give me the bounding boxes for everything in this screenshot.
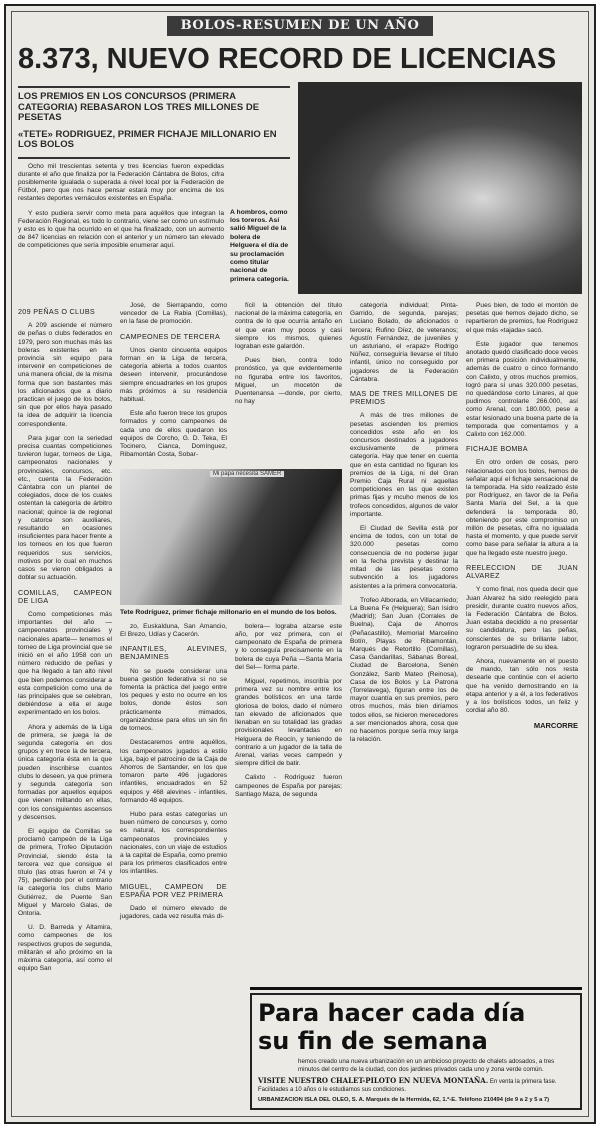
paragraph: Pues bien, contra todo pronóstico, ya que evidentemente no figuraba entre los favoritos, Miguel, un mocetón de Puentenansa —donde, por cierto, no hay — [235, 357, 342, 406]
paragraph: Ahora, nuevamente en el puesto de mando, tan sólo nos resta desearle que continúe con el acierto que ha venido demostrando en la etapa anterior y a él, a los federativos y a los bolísticos todos, un feliz y cordial año 80. — [466, 657, 578, 715]
ad-headline-1: Para hacer cada día — [258, 999, 526, 1028]
paragraph: Pues bien, de todo el montón de pesetas que hemos dejado dicho, se repartieron de premios, fue Rodríguez el que más «tajada» sacó. — [466, 302, 578, 334]
paragraph: A más de tres millones de pesetas ascienden los premios concedidos este año en los concursos destinados a jugadores exclusivamente de primera categoría. Hay que tener en cuenta que en esta cantidad no figuran los premios de la Liga, ni del Gran Premio Caja Rural ni aquellas competiciones en las que existen primas fijas y mcuho menos de los trofeos concedidos, algunos de valor importante. — [350, 412, 458, 518]
paragraph: Destacaremos entre aquéllos, los campeonatos jugados a estilo Liga, bajo el patrocinio de la Caja de Ahorros de Santander, en los que tomaron parte 496 jugadores infantiles, encuadrados en 52 equipos y 468 alevines - infantiles, formando 48 equipos. — [120, 739, 227, 804]
ad-visit-tail: En venta la primera fase. Facilidades a 10 años o le estudiamos sus condiciones. — [258, 1079, 557, 1094]
paragraph: bolera— lograba alzarse este año, por vez primera, con el campeonato de España de primera y lo conseguía precisamente en la bolera de cuya Peña —Santa María del Sel— forma parte. — [235, 622, 342, 671]
section-heading: MAS DE TRES MILLONES DE PREMIOS — [350, 389, 458, 407]
subhead-2: «TETE» RODRIGUEZ, PRIMER FICHAJE MILLONARIO EN LOS BOLOS — [18, 128, 277, 150]
intro-text — [18, 163, 224, 257]
ad-visit — [258, 1077, 574, 1094]
paragraph: Para jugar con la seriedad precisa cuantas competiciones tuvieron lugar, torneos de Liga, campeonatos nacionales y provinciales, concursos, etc. etc., cuenta la Federación Cántabra con un plantel de colegiados, doce de los cuales ostentan la categoría de árbitro nacional; quince la de regional y catorce son auxiliares, resultando en ocasiones insuficientes para hacer frente a los torneos en los que fueron requeridos sus servicios, motivos por lo cual en muchos casos se vieron obligados a doblar su actuación. — [18, 434, 112, 582]
headline: 8.373, NUEVO RECORD DE LICENCIAS — [18, 43, 557, 75]
column-3-bottom — [235, 623, 342, 928]
section-heading: REELECCION DE JUAN ALVAREZ — [466, 562, 578, 581]
paragraph: A 209 asciende el número de peñas o clubs federados en 1979, pero son muchas más las boleras existentes en la provincia sin equipo para intervenir en competiciones de una manera oficial, de la misma forma que son bastantes más los aficionados que a diario practican el juego de los bolos, sin que por ellos haya pasado la idea de adquirir la licencia correspondiente. — [18, 322, 112, 428]
section-heading: INFANTILES, ALEVINES, BENJAMINES — [120, 644, 227, 662]
section-heading: MIGUEL, CAMPEON DE ESPAÑA POR VEZ PRIMERA — [120, 881, 227, 899]
column-5 — [466, 302, 578, 715]
paragraph: Trofeo Alborada, en Villacarriedo; La Buena Fe (Helguera); San Isidro (Madrid); San Juan (Corrales de Buelna), Caja de Ahorros (Peñacastillo), Memorial Marcelino Botín, Playas de Ribamontán, Marqués de Retortillo (Comillas), Casa Gandarillas, Sábanas Boreal, Ciudad de Barcelona, Senén González, Sanb Mateo (Reinosa), Casa de los Bolos y La Patrona (Torrelavega), figuran entre los de mayor cuantía en sus premios, pero otros muchos, más bien diríamos todos ellos, se hicieron merecedores a ser mencionados ahora, cosa que no hacemos porque sería muy larga la relación. — [350, 596, 458, 744]
column-2-bottom — [120, 623, 227, 928]
section-heading: COMILLAS, CAMPEON DE LIGA — [18, 587, 112, 605]
ad-headline-2: su fin de semana — [258, 1027, 488, 1056]
paragraph: No se puede considerar una buena gestión federativa si no se fomenta la práctica del juego entre los peques y esto no ocurre en los bolos, donde éstos son prácticamente mimados, organizándose para ellos un sin fin de torneos. — [120, 667, 227, 733]
paragraph: Este año fueron trece los grupos formados y como campeones de cada uno de ellos quedaron los equipos de Corcho, G. D. Teka, El Tocinero, Cianca, Domínguez, Ribamontán Costa, Sobar- — [120, 410, 227, 459]
photo-miguel-on-shoulders — [298, 82, 582, 294]
ad-body: hemos creado una nueva urbanización en un ambicioso proyecto de chalets adosados, a tres minutos del centro de la ciudad, con dos jardines privados cada uno y zona verde común. — [298, 1058, 555, 1074]
intro-paragraph: Y esto pudiera servir como meta para aquéllos que integran la Federación Regional, es todo lo contrario, viene ser como un estímulo y esto es lo que ha ocurrido en el que ha finalizado, con un aumento de 847 licencias en relación con el anterior y un número tan elevado de competiciones que sería imposible enumerar aquí. — [18, 209, 224, 250]
photo-sign: Mi papa necesita SAMER — [210, 471, 284, 477]
intro-paragraph: Ocho mil trescientas setenta y tres licencias fueron expedidas durante el año que finaliza por la Federación Cántabra de Bolos, cifra posiblemente igualada o superada a nivel local por la Federación de Fútbol, pero que nos hace pensar estará muy por encima de los restantes deportes vernáculos existentes en España. — [18, 162, 224, 203]
paragraph: fícil la obtención del título nacional de la máxima categoría, en contra de lo que ocurría antaño en el que eran muy pocos y casi siempre los mismos, quienes lograban este galardón. — [235, 302, 342, 351]
middle-columns — [120, 302, 342, 927]
paragraph: zo, Euskalduna, San Amancio, El Brezo, Udías y Cacerón. — [120, 622, 227, 639]
column-3-top — [235, 302, 342, 465]
column-1 — [18, 302, 112, 979]
column-2-top — [120, 302, 227, 465]
paragraph: U. D. Barreda y Altamira, como campeones de los respectivos grupos de segunda, militarán el año próximo en la máxima categoría, así como el equipo San — [18, 924, 112, 973]
advertisement — [250, 993, 582, 1110]
paragraph: El Ciudad de Sevilla está por encima de todos, con un total de 320.000 pesetas como consecuencia de no poderse jugar en la fecha prevista y destinar la mitad de las pesetas como subvención a los jugadores asistentes a la primera convocatoria. — [350, 525, 458, 590]
section-heading: FICHAJE BOMBA — [466, 444, 528, 454]
subhead-1: LOS PREMIOS EN LOS CONCURSOS (PRIMERA CATEGORIA) REBASARON LOS TRES MILLONES DE PESETAS — [18, 91, 260, 123]
page-inner-frame — [11, 11, 589, 1117]
top-left — [18, 82, 290, 294]
byline: MARCORRE — [533, 721, 578, 731]
paragraph: El equipo de Comillas se proclamó campeón de la Liga de primera, Trofeo Diputación Provincial, siendo ésta la tercera vez que consigue el título (las otras fueron el 74 y 75), perdiendo por el contrario la categoría los clubs Mario Gutiérrez, de Puente San Miguel y Marcelo Galas, de Ontoria. — [18, 827, 112, 918]
column-4 — [350, 302, 458, 750]
middle-bottom — [120, 623, 342, 928]
intro-row — [18, 163, 290, 285]
paragraph: Miguel, repetimos, inscribía por primera vez su nombre entre los grandes bolísticos en una tarde gloriosa de bolos, dado el número tan elevado de aficionados que llenaban en su totalidad las gradas provisionales levantadas en Helguera de Reocín, y teniendo de contrario a un jugador de la talla de Arenal, varias veces campeón y siempre difícil de batir. — [235, 678, 342, 768]
paragraph: En otro orden de cosas, pero relacionados con los bolos, hemos de señalar aquí el fichaje sensacional de la temporada. Ha sido realizado éste por Rodríguez, en favor de la Peña Santa María del Sel, a la que defenderá la temporada 80, obteniendo por este compromiso un millón de pesetas, cifra no igualada hasta el momento, y que puede servir como base para señalar la altura a la que ha llegado este nuestro juego. — [466, 459, 578, 557]
ad-visit-label: VISITE NUESTRO CHALET-PILOTO EN NUEVA MONTAÑA. — [258, 1076, 489, 1086]
paragraph: Ahora y además de la Liga de primera, se juega la de segunda categoría en dos grupos y en trece la de tercera, única categoría ésta en la que pueden inscribirse cuantos clubs lo deseen, ya que primera y segunda categoría son formadas por aquellos equipos que vienen militando en ellas, con los consiguientes ascensos y descensos. — [18, 723, 112, 821]
column-5-wrap — [466, 302, 578, 730]
top-section — [18, 82, 582, 294]
paragraph: Calixto - Rodríguez fueron campeones de España por parejas; Santiago Maza, de segunda — [235, 774, 342, 798]
paragraph: Unos ciento cincuenta equipos forman en la Liga de tercera, categoría abierta a todos cuantos deseen intervenir, procurándose siempre encuadrarles en los grupos más próximos a su residencia habitual. — [120, 346, 227, 404]
section-heading: 209 PEÑAS O CLUBS — [18, 307, 96, 316]
paragraph: Dado el número elevado de jugadores, cada vez resulta más di- — [120, 904, 227, 921]
divider — [18, 86, 290, 88]
section-tag-wrap — [18, 16, 582, 36]
paragraph: Hubo para estas categorías un buen número de concursos y, como es natural, los correspondientes campeonatos provinciales y nacionales, con un viaje de estudios a la capital de España, como premio para los primeros clasificados entre los infantiles. — [120, 810, 227, 876]
article-columns — [18, 302, 582, 979]
paragraph: categoría individual; Pinta-Garrido, de segunda, parejas; Luciano Bolado, de aficionados o tercera; Rufino Díez, de veteranos; Agustín Fernández, de juveniles y un asturiano, el «rapaz» Rodrigo Núñez, conseguiría llevarse el título infantil, único no conseguido por jugadores de la Federación Cántabra. — [350, 302, 458, 383]
section-tag: BOLOS-RESUMEN DE UN AÑO — [167, 16, 434, 36]
middle-top — [120, 302, 342, 465]
divider — [18, 157, 290, 159]
photo-tete-rodriguez — [120, 469, 342, 605]
photo1-caption: A hombros, como los toreros. Así salió Miguel de la bolera de Helguera el día de su proclamación como titular nacional de primera categoría. — [230, 208, 289, 283]
paragraph: Este jugador que tenemos anotado quedó clasificado doce veces en primera posición individualmente, además de cuatro o cinco formando con Calixto, y otros muchos premios, logró para sí unas 320.000 pesetas, no quedándose corto Linares, al que pudimos controlarle 266.000, así como Arenal, con 180.000, pese a estar lesionado una buena parte de la temporada que comentamos y a Calixto con 162.000. — [466, 340, 578, 439]
section-heading: CAMPEONES DE TERCERA — [120, 331, 221, 341]
paragraph: Y como final, nos queda decir que Juan Alvarez ha sido reelegido para presidir, durante cuatro nuevos años, la Federación Cántabra de Bolos. Juan estaba decidido a no presentar su candidatura, pero las peñas, conscientes de su brillante labor, lograron persuadirle de su idea. — [466, 586, 578, 651]
paragraph: Como competiciones más importantes del año —campeonatos provinciales y nacionales aparte— tenemos el torneo de Liga provincial que se inició en el año 1958 con un número reducido de peñas y que ha llegado a tan alto nivel que bien podemos considerar a esta competición como una de las principales que se celebran, debiéndose a ella el auge experimentado en los bolos. — [18, 610, 112, 717]
ad-address: URBANIZACION ISLA DEL OLEO, S. A. Marqués de la Hermida, 62, 1.º-E. Teléfono 210494 (de 9 a 2 y 5 a 7) — [258, 1097, 550, 1104]
photo2-caption: Tete Rodríguez, primer fichaje millonario en el mundo de los bolos. — [120, 609, 337, 617]
newspaper-page — [4, 4, 596, 1124]
paragraph: José, de Sierrapando, como vencedor de La Rabia (Comillas), en la fase de promoción. — [120, 302, 227, 326]
ad-wrap — [250, 987, 582, 1110]
